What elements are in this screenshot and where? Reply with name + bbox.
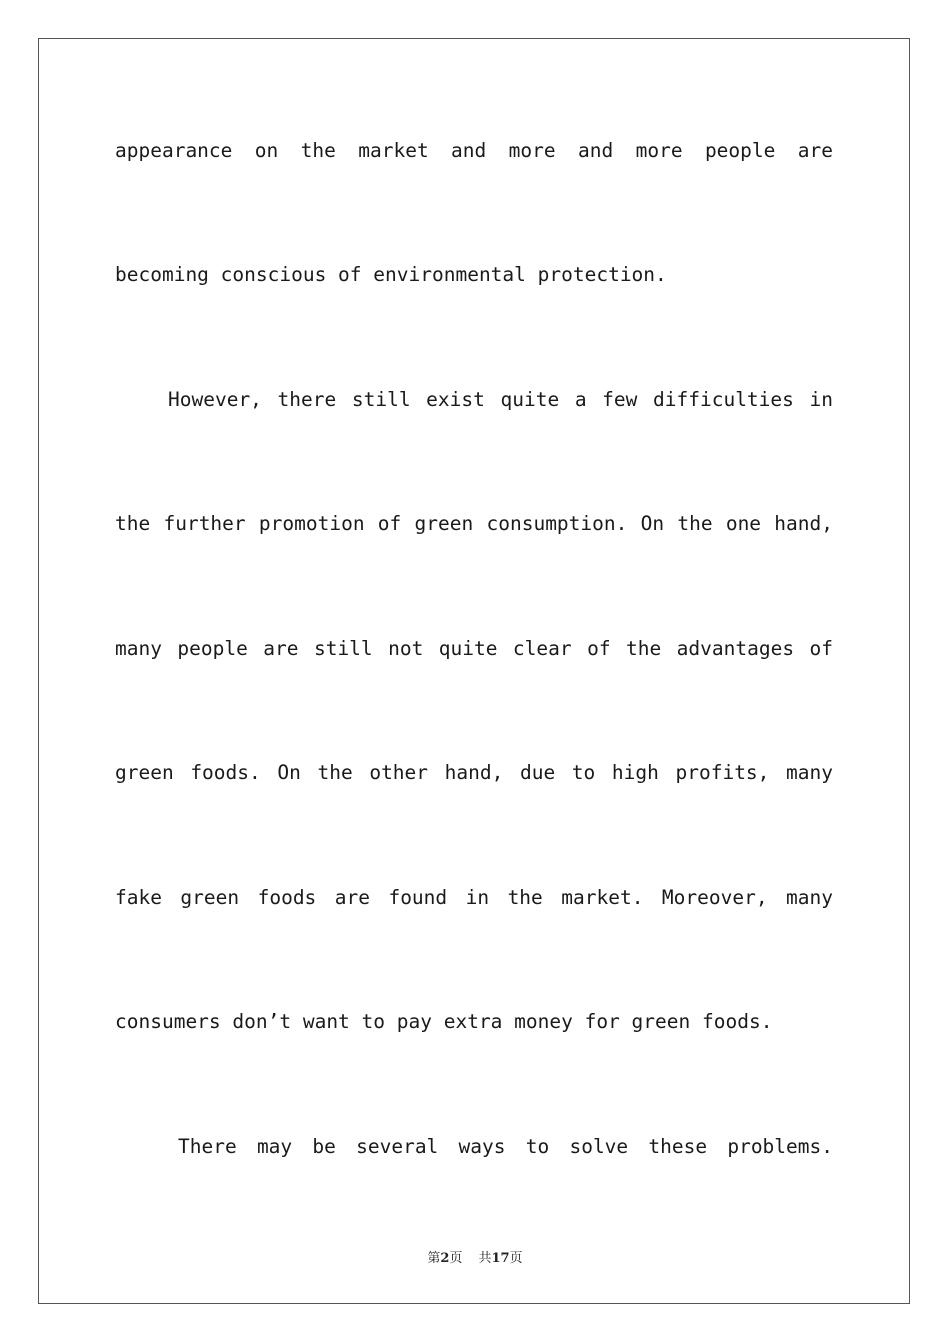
- text-line: becoming conscious of environmental protection.: [115, 263, 667, 286]
- text-line: However, there still exist quite a few difficulties in: [168, 388, 833, 411]
- footer-total-prefix: 共: [478, 1251, 492, 1266]
- text-line: consumers don’t want to pay extra money for green foods.: [115, 1010, 773, 1033]
- footer-page-unit: 页: [449, 1251, 463, 1266]
- text-line: There may be several ways to solve these problems.: [178, 1135, 833, 1158]
- text-line: green foods. On the other hand, due to high profits, many: [115, 761, 833, 784]
- page-footer: [0, 1247, 950, 1266]
- text-line: many people are still not quite clear of the advantages of: [115, 637, 833, 660]
- text-line: fake green foods are found in the market. Moreover, many: [115, 886, 833, 909]
- current-page-number: 2: [440, 1251, 450, 1266]
- footer-prefix: 第: [427, 1251, 441, 1266]
- text-line: appearance on the market and more and more people are: [115, 139, 833, 162]
- footer-total-unit: 页: [509, 1251, 523, 1266]
- page-border: [38, 38, 910, 1304]
- total-page-count: 17: [491, 1251, 510, 1266]
- text-line: the further promotion of green consumption. On the one hand,: [115, 512, 833, 535]
